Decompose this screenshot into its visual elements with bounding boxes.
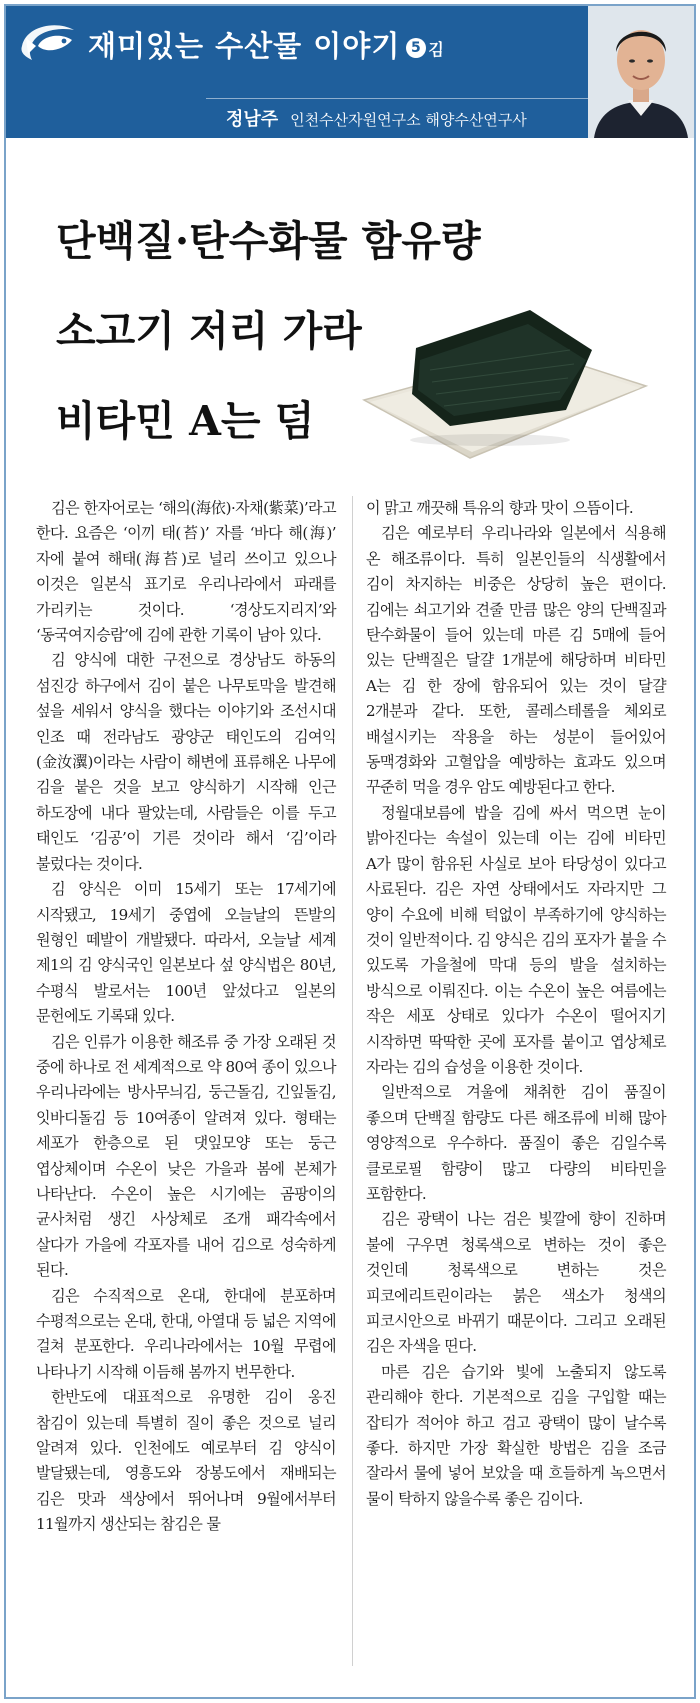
headline-line: 비타민 A는 덤	[56, 397, 315, 445]
author-name: 정남주	[226, 109, 279, 130]
article-paragraph: 김 양식은 이미 15세기 또는 17세기에 시작됐고, 19세기 중엽에 오늘날의 뜬발의 원형인 떼발이 개발됐다. 따라서, 오늘날 세계 제1의 김 양식국인 일본보다 섶 양식법은 80년, 수평식 발로서는 100년 앞섰다고 일본의 문헌에도 기록돼 있다.	[36, 880, 336, 1026]
article-paragraph: 일반적으로 겨울에 채취한 김이 품질이 좋으며 단백질 함량도 다른 해조류에 비해 많아 영양적으로 우수하다. 품질이 좋은 김일수록 클로로필 함량이 많고 다량의 비타민을 포함한다.	[366, 1083, 666, 1203]
article-body	[28, 496, 672, 1676]
series-subject: 김	[428, 39, 445, 59]
author-affiliation: 인천수산자원연구소 해양수산연구사	[290, 111, 527, 129]
series-title-text: 재미있는 수산물 이야기	[88, 29, 401, 63]
series-number-badge: 5	[406, 38, 426, 58]
article-paragraph: 김은 광택이 나는 검은 빛깔에 향이 진하며 불에 구우면 청록색으로 변하는 것이 좋은 것인데 청록색으로 변하는 것은 피코에리트린이라는 붉은 색소가 청색의 피코시안으로 바뀌기 때문이다. 그리고 오래된 김은 자색을 띤다.	[366, 1210, 666, 1356]
article-paragraph: 김은 수직적으로 온대, 한대에 분포하며 수평적으로는 온대, 한대, 아열대 등 넓은 지역에 걸쳐 분포한다. 우리나라에서는 10월 무렵에 나타나기 시작해 이듬해 봄까지 번무한다.	[36, 1286, 336, 1381]
article-paragraph: 김 양식에 대한 구전으로 경상남도 하동의 섬진강 하구에서 김이 붙은 나무토막을 발견해 섶을 세워서 양식을 했다는 이야기와 조선시대 인조 때 전라남도 광양군 태인도의 김여익(金汝瀷)이라는 사람이 해변에 표류해온 나무에 김을 붙은 것을 보고 양식하기 시작해 인근 하도장에 내다 팔았는데, 사람들은 이를 두고 태인도 ‘김공’이 기른 것이라 해서 ‘김’이라 불렀다는 것이다.	[36, 651, 336, 873]
byline	[206, 98, 598, 138]
column-divider	[352, 496, 353, 1666]
series-title	[88, 24, 445, 65]
article-column-left	[36, 496, 336, 1538]
article-paragraph: 김은 한자어로는 ‘해의(海依)·자채(紫菜)’라고 한다. 요즘은 ‘이끼 태(苔)’ 자를 ‘바다 해(海)’ 자에 붙여 해태(海苔)로 널리 쓰이고 있으나 이것은 일본식 표기로 우리나라에서 파래를 가리키는 것이다. ‘경상도지리지’와 ‘동국여지승람’에 김에 관한 기록이 남아 있다.	[36, 499, 336, 645]
headline-line: 단백질·탄수화물 함유량	[56, 217, 481, 265]
article-paragraph: 정월대보름에 밥을 김에 싸서 먹으면 눈이 밝아진다는 속설이 있는데 이는 김에 비타민 A가 많이 함유된 사실로 보아 타당성이 있다고 사료된다. 김은 자연 상태에서도 자라지만 그 양이 수요에 비해 턱없이 부족하기에 양식하는 것이 일반적이다. 김 양식은 김의 포자가 붙을 수 있도록 가을철에 막대 등의 발을 설치하는 방식으로 이뤄진다. 이는 수온이 높은 여름에는 작은 세포 상태로 있다가 수온이 떨어지기 시작하면 딱딱한 곳에 포자를 붙이고 엽상체로 자라는 김의 습성을 이용한 것이다.	[366, 803, 666, 1076]
headline-line: 소고기 저리 가라	[56, 307, 362, 355]
article-paragraph: 한반도에 대표적으로 유명한 김이 옹진 참김이 있는데 특별히 질이 좋은 것으로 널리 알려져 있다. 인천에도 예로부터 김 양식이 발달됐는데, 영흥도와 장봉도에서 재배되는 김은 맛과 색상에서 뛰어나며 9월에서부터 11월까지 생산되는 참김은 물	[36, 1388, 336, 1534]
article-paragraph-continuation: 이 맑고 깨끗해 특유의 향과 맛이 으뜸이다.	[366, 499, 634, 517]
article-paragraph: 김은 예로부터 우리나라와 일본에서 식용해 온 해조류이다. 특히 일본인들의 식생활에서 김이 차지하는 비중은 상당히 높은 편이다. 김에는 쇠고기와 견줄 만큼 많은 양의 단백질과 탄수화물이 들어 있는데 마른 김 5매에 들어 있는 단백질은 달걀 1개분에 해당하며 비타민 A는 김 한 장에 함유되어 있는 것이 달걀 2개분과 같다. 또한, 콜레스테롤을 체외로 배설시키는 작용을 하는 성분이 들어있어 동맥경화와 고혈압을 예방하는 효과도 있으며 꾸준히 먹을 경우 암도 예방된다고 한다.	[366, 524, 666, 797]
author-portrait	[588, 6, 694, 138]
article-paragraph: 마른 김은 습기와 빛에 노출되지 않도록 관리해야 한다. 기본적으로 김을 구입할 때는 잡티가 적어야 하고 검고 광택이 많이 날수록 좋다. 하지만 가장 확실한 방법은 김을 조금 잘라서 물에 넣어 보았을 때 흐들하게 녹으면서 물이 탁하지 않을수록 좋은 김이다.	[366, 1362, 666, 1508]
article-column-right	[366, 496, 666, 1512]
seaweed-photo	[360, 290, 650, 470]
article-paragraph: 김은 인류가 이용한 해조류 중 가장 오래된 것 중에 하나로 전 세계적으로 약 80여 종이 있으나 우리나라에는 방사무늬김, 둥근돌김, 긴잎돌김, 잇바디돌김 등 10여종이 알려져 있다. 형태는 세포가 한층으로 된 댓잎모양 또는 둥근 엽상체이며 수온이 낮은 가을과 봄에 본체가 나타난다. 수온이 높은 시기에는 곰팡이의 균사처럼 생긴 사상체로 조개 패각속에서 살다가 가을에 각포자를 내어 김으로 성숙하게 된다.	[36, 1032, 336, 1280]
fish-logo-icon	[16, 16, 82, 72]
